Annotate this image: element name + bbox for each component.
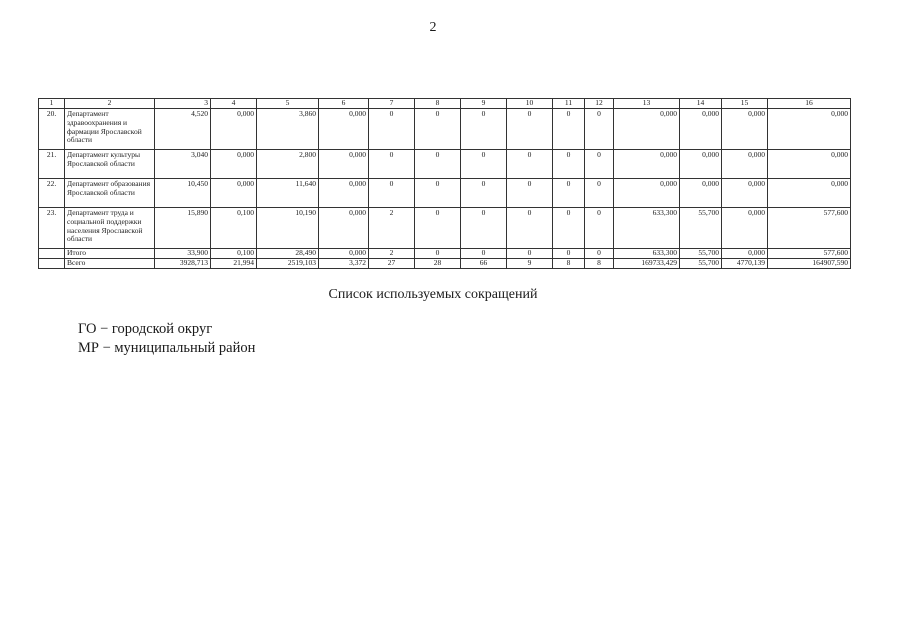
table-cell: 28,490: [257, 248, 319, 258]
table-cell: 0,100: [211, 248, 257, 258]
table-cell: 0,000: [211, 178, 257, 207]
table-header-cell: 12: [585, 99, 614, 109]
table-cell: 4,520: [155, 108, 211, 149]
table-cell: 0,000: [768, 149, 851, 178]
table-grand-total-row: [39, 258, 851, 268]
table-row: [39, 149, 851, 178]
table-cell: 169733,429: [614, 258, 680, 268]
table-cell: 0: [415, 149, 461, 178]
table-cell: 0: [585, 149, 614, 178]
table-cell: 633,300: [614, 248, 680, 258]
table-cell: 0,000: [614, 108, 680, 149]
table-cell: 0,000: [722, 207, 768, 248]
table-cell: 11,640: [257, 178, 319, 207]
table-cell: 0: [553, 108, 585, 149]
table-cell: 0: [415, 178, 461, 207]
department-name: Департамент образования Ярославской области: [65, 178, 155, 207]
table-cell: 10,450: [155, 178, 211, 207]
table-cell: 0: [553, 178, 585, 207]
abbreviation-item: ГО − городской округ: [78, 321, 213, 337]
table-header-cell: 15: [722, 99, 768, 109]
table-cell: 0: [553, 248, 585, 258]
abbreviation-item: МР − муниципальный район: [78, 340, 256, 356]
table-cell: 10,190: [257, 207, 319, 248]
table-cell: 0,000: [768, 178, 851, 207]
table-cell: 0,000: [211, 108, 257, 149]
table-cell: 66: [461, 258, 507, 268]
table-cell: 0,000: [319, 149, 369, 178]
table-row: [39, 178, 851, 207]
grand-total-label: Всего: [65, 258, 155, 268]
table-cell: 8: [553, 258, 585, 268]
table-cell: 0,000: [768, 108, 851, 149]
table-cell: 0: [507, 207, 553, 248]
table-cell: 0,000: [319, 248, 369, 258]
table-cell: 0: [461, 207, 507, 248]
table-cell: 0: [585, 207, 614, 248]
data-table: [38, 98, 851, 269]
table-header-cell: 11: [553, 99, 585, 109]
table-cell: 3,860: [257, 108, 319, 149]
table-cell: 577,600: [768, 207, 851, 248]
table-cell: 2: [369, 207, 415, 248]
table-cell: 0: [507, 149, 553, 178]
table-cell: 0,000: [680, 149, 722, 178]
table-cell: 164907,590: [768, 258, 851, 268]
table-header-cell: 5: [257, 99, 319, 109]
table-header-row: [39, 99, 851, 109]
table-cell: 0: [415, 248, 461, 258]
table-cell: 0: [461, 248, 507, 258]
table-cell: 2: [369, 248, 415, 258]
table-header-cell: 2: [65, 99, 155, 109]
table-cell: 21,994: [211, 258, 257, 268]
table-cell: 0: [507, 248, 553, 258]
row-number: 20.: [39, 108, 65, 149]
table-cell: 0,100: [211, 207, 257, 248]
table-header-cell: 4: [211, 99, 257, 109]
table-cell: 0: [507, 178, 553, 207]
table-cell: 0,000: [722, 149, 768, 178]
table-total-row: [39, 248, 851, 258]
table-header-cell: 13: [614, 99, 680, 109]
table-cell: 27: [369, 258, 415, 268]
table-cell: 3,372: [319, 258, 369, 268]
department-name: Департамент труда и социальной поддержки населения Ярославской области: [65, 207, 155, 248]
table-cell: 0,000: [722, 178, 768, 207]
table-cell: 0,000: [614, 149, 680, 178]
table-cell: 0: [369, 108, 415, 149]
table-cell: 0: [461, 149, 507, 178]
table-cell: 28: [415, 258, 461, 268]
table-cell: [39, 248, 65, 258]
table-cell: 8: [585, 258, 614, 268]
table-cell: 0,000: [680, 108, 722, 149]
abbreviations-list: [78, 320, 255, 358]
table-header-cell: 6: [319, 99, 369, 109]
table-cell: 0,000: [722, 108, 768, 149]
table-cell: [39, 258, 65, 268]
table-cell: 55,700: [680, 207, 722, 248]
table-header-cell: 1: [39, 99, 65, 109]
table-cell: 3,040: [155, 149, 211, 178]
table-cell: 0: [507, 108, 553, 149]
table-header-cell: 7: [369, 99, 415, 109]
table-cell: 633,300: [614, 207, 680, 248]
row-number: 23.: [39, 207, 65, 248]
table-cell: 0: [369, 149, 415, 178]
department-name: Департамент культуры Ярославской области: [65, 149, 155, 178]
table-cell: 0: [585, 178, 614, 207]
total-label: Итого: [65, 248, 155, 258]
table-cell: 3928,713: [155, 258, 211, 268]
table-cell: 0: [461, 178, 507, 207]
table-cell: 15,890: [155, 207, 211, 248]
table-cell: 33,900: [155, 248, 211, 258]
table-cell: 0,000: [722, 248, 768, 258]
table-cell: 0,000: [211, 149, 257, 178]
table-cell: 0: [461, 108, 507, 149]
table-cell: 0: [585, 108, 614, 149]
table-cell: 0,000: [319, 178, 369, 207]
table-cell: 4770,139: [722, 258, 768, 268]
table-cell: 577,600: [768, 248, 851, 258]
row-number: 22.: [39, 178, 65, 207]
table-header-cell: 10: [507, 99, 553, 109]
row-number: 21.: [39, 149, 65, 178]
table-header-cell: 9: [461, 99, 507, 109]
table-header-cell: 16: [768, 99, 851, 109]
table-cell: 0,000: [614, 178, 680, 207]
table-cell: 0,000: [319, 207, 369, 248]
table-cell: 2519,103: [257, 258, 319, 268]
table-cell: 0,000: [319, 108, 369, 149]
table-cell: 0: [369, 178, 415, 207]
table-header-cell: 3: [155, 99, 211, 109]
table-cell: 0: [415, 108, 461, 149]
table-cell: 0: [415, 207, 461, 248]
department-name: Департамент здравоохранения и фармации Ярославской области: [65, 108, 155, 149]
table-cell: 55,700: [680, 248, 722, 258]
table-cell: 0: [553, 149, 585, 178]
table-header-cell: 14: [680, 99, 722, 109]
table-cell: 2,800: [257, 149, 319, 178]
table-cell: 0: [553, 207, 585, 248]
table-cell: 9: [507, 258, 553, 268]
table-cell: 0: [585, 248, 614, 258]
table-cell: 55,700: [680, 258, 722, 268]
table-row: [39, 207, 851, 248]
table-row: [39, 108, 851, 149]
table-cell: 0,000: [680, 178, 722, 207]
table-header-cell: 8: [415, 99, 461, 109]
abbreviations-heading: Список используемых сокращений: [328, 287, 538, 302]
page-number: 2: [429, 20, 437, 35]
